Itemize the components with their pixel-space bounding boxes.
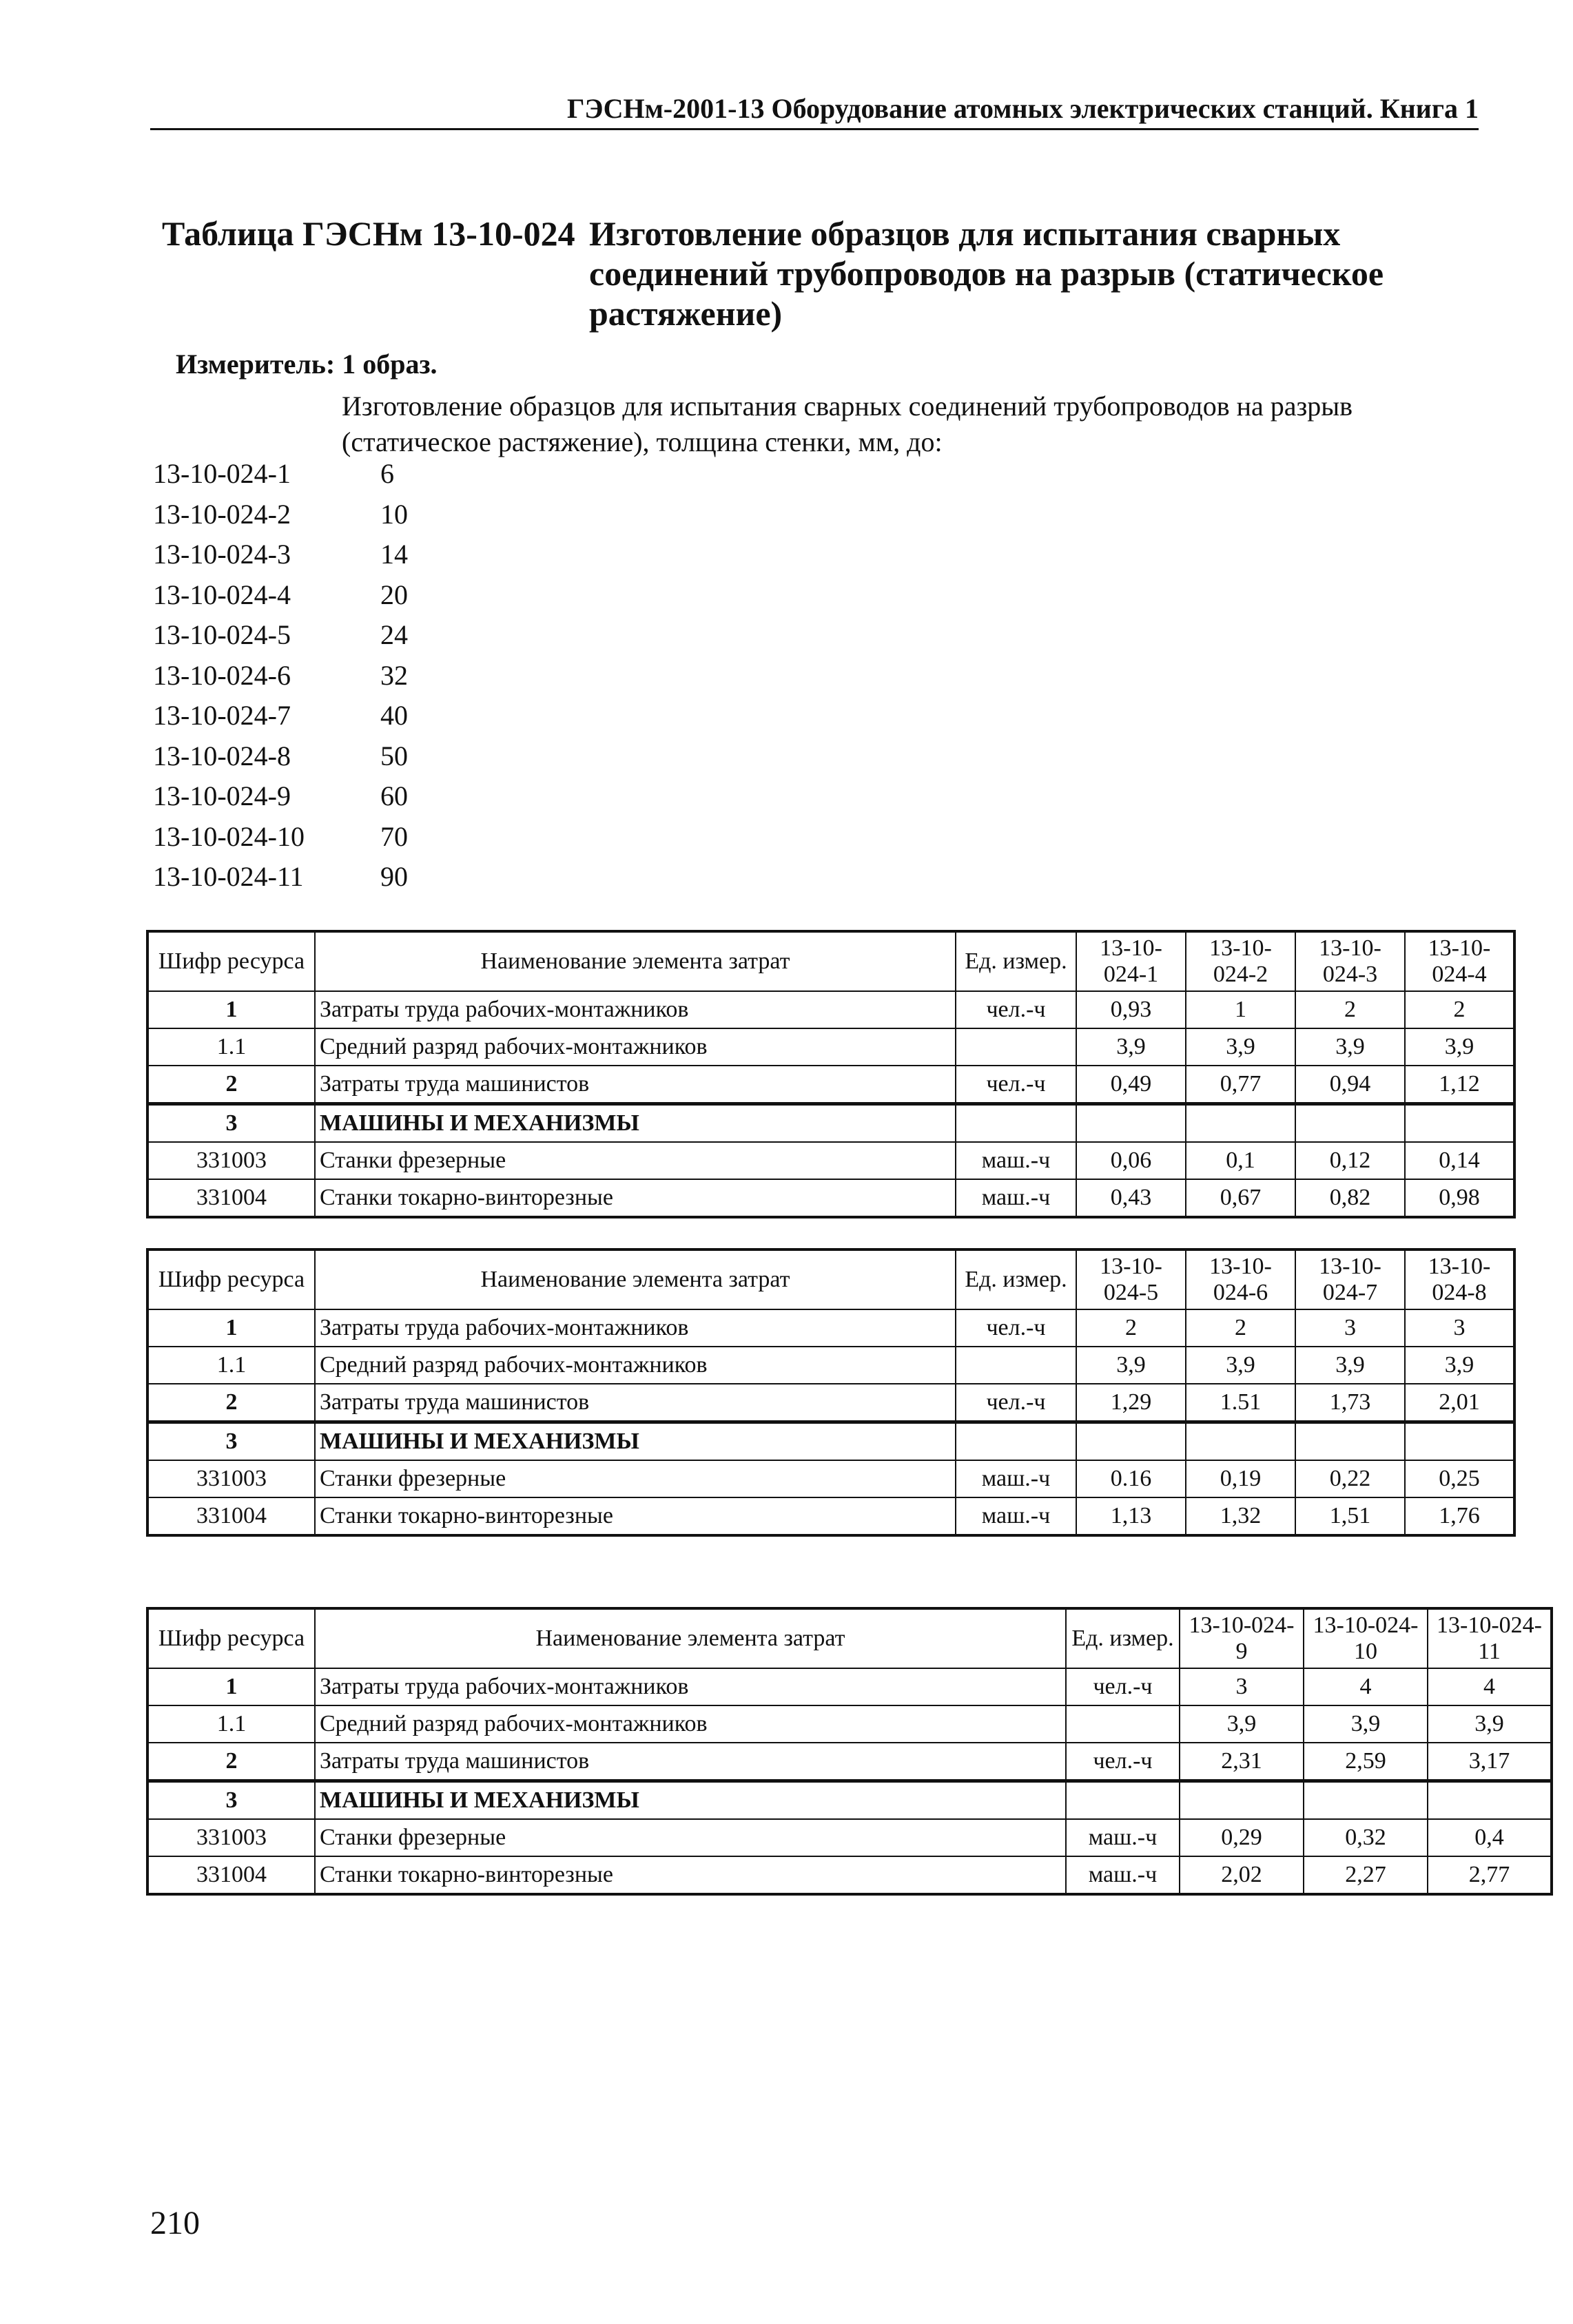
row-code: 3 [147, 1104, 315, 1143]
row-value [1428, 1781, 1552, 1820]
row-value: 3,17 [1428, 1743, 1552, 1781]
row-name: МАШИНЫ И МЕХАНИЗМЫ [315, 1781, 1066, 1820]
resource-table-2 [146, 1248, 1516, 1537]
row-value: 3,9 [1186, 1347, 1295, 1384]
code-thickness: 14 [380, 539, 408, 570]
row-code: 1 [147, 1668, 315, 1705]
header-column-code: 13-10-024-3 [1295, 931, 1405, 991]
row-code: 331003 [147, 1142, 315, 1179]
page-number: 210 [150, 2205, 200, 2241]
row-value: 0,77 [1186, 1066, 1295, 1104]
table-row [147, 1066, 1514, 1104]
row-value: 0,1 [1186, 1142, 1295, 1179]
row-code: 1 [147, 991, 315, 1028]
row-unit: чел.-ч [956, 991, 1076, 1028]
row-value: 0,67 [1186, 1179, 1295, 1217]
code-id: 13-10-024-11 [153, 861, 304, 892]
row-code: 2 [147, 1743, 315, 1781]
table-row [147, 1781, 1552, 1820]
row-value: 2,31 [1180, 1743, 1304, 1781]
code-thickness: 20 [380, 579, 408, 610]
row-name: Станки токарно-винторезные [315, 1179, 956, 1217]
row-name: Средний разряд рабочих-монтажников [315, 1347, 956, 1384]
header-column-code: 13-10-024-4 [1405, 931, 1514, 991]
row-value [1295, 1422, 1405, 1461]
header-code: Шифр ресурса [147, 1608, 315, 1668]
code-id: 13-10-024-9 [153, 780, 291, 811]
header-column-code: 13-10-024-5 [1076, 1249, 1186, 1309]
row-code: 331003 [147, 1819, 315, 1856]
row-code: 3 [147, 1422, 315, 1461]
table-row [147, 1460, 1514, 1497]
row-value: 1,13 [1076, 1497, 1186, 1535]
table-row [147, 1179, 1514, 1217]
header-unit: Ед. измер. [956, 931, 1076, 991]
row-value [1186, 1422, 1295, 1461]
row-value: 3,9 [1076, 1347, 1186, 1384]
row-value: 0,14 [1405, 1142, 1514, 1179]
table-row [147, 1028, 1514, 1066]
row-code: 2 [147, 1384, 315, 1422]
table-row [147, 1309, 1514, 1347]
row-unit [1066, 1781, 1180, 1820]
row-value: 2 [1405, 991, 1514, 1028]
code-thickness: 24 [380, 619, 408, 650]
row-value: 0,19 [1186, 1460, 1295, 1497]
code-id: 13-10-024-8 [153, 740, 291, 771]
row-code: 1.1 [147, 1705, 315, 1743]
table-title-label: Таблица ГЭСНм 13-10-024 [162, 214, 575, 253]
row-value [1295, 1104, 1405, 1143]
row-value: 0,93 [1076, 991, 1186, 1028]
row-name: Станки токарно-винторезные [315, 1856, 1066, 1894]
row-value: 1 [1186, 991, 1295, 1028]
row-unit [956, 1104, 1076, 1143]
row-code: 331004 [147, 1856, 315, 1894]
row-unit: чел.-ч [1066, 1668, 1180, 1705]
row-unit [956, 1422, 1076, 1461]
row-value: 3 [1180, 1668, 1304, 1705]
row-value: 0,43 [1076, 1179, 1186, 1217]
row-value: 4 [1304, 1668, 1428, 1705]
row-code: 331004 [147, 1497, 315, 1535]
row-unit: маш.-ч [1066, 1819, 1180, 1856]
row-name: Затраты труда машинистов [315, 1384, 956, 1422]
row-value [1180, 1781, 1304, 1820]
row-name: Затраты труда машинистов [315, 1066, 956, 1104]
row-name: Станки токарно-винторезные [315, 1497, 956, 1535]
row-value [1405, 1422, 1514, 1461]
row-unit [956, 1028, 1076, 1066]
header-name: Наименование элемента затрат [315, 931, 956, 991]
table-header-row [147, 1249, 1514, 1309]
row-value: 0,94 [1295, 1066, 1405, 1104]
row-name: Станки фрезерные [315, 1142, 956, 1179]
table-title-text: Изготовление образцов для испытания сварных соединений трубопроводов на разрыв (статическое растяжение) [589, 214, 1384, 333]
header-code: Шифр ресурса [147, 1249, 315, 1309]
row-value: 0,22 [1295, 1460, 1405, 1497]
row-code: 2 [147, 1066, 315, 1104]
row-value: 3,9 [1295, 1028, 1405, 1066]
table-row [147, 1384, 1514, 1422]
row-value: 1,32 [1186, 1497, 1295, 1535]
row-value: 2,59 [1304, 1743, 1428, 1781]
row-value [1076, 1104, 1186, 1143]
header-column-code: 13-10-024-7 [1295, 1249, 1405, 1309]
header-column-code: 13-10-024-10 [1304, 1608, 1428, 1668]
table-row [147, 1819, 1552, 1856]
row-value: 0.16 [1076, 1460, 1186, 1497]
row-value: 4 [1428, 1668, 1552, 1705]
row-unit: чел.-ч [956, 1384, 1076, 1422]
row-value: 1,12 [1405, 1066, 1514, 1104]
table-row [147, 1743, 1552, 1781]
measure-unit: Измеритель: 1 образ. [176, 349, 438, 380]
row-value: 3,9 [1428, 1705, 1552, 1743]
row-value [1076, 1422, 1186, 1461]
row-value: 0,4 [1428, 1819, 1552, 1856]
header-column-code: 13-10-024-1 [1076, 931, 1186, 991]
header-name: Наименование элемента затрат [315, 1608, 1066, 1668]
row-value: 3,9 [1405, 1028, 1514, 1066]
code-thickness: 6 [380, 458, 394, 489]
row-value: 2,27 [1304, 1856, 1428, 1894]
resource-table-3 [146, 1607, 1553, 1896]
table-header-row [147, 1608, 1552, 1668]
code-id: 13-10-024-6 [153, 659, 291, 691]
row-value: 3,9 [1076, 1028, 1186, 1066]
row-unit: чел.-ч [956, 1066, 1076, 1104]
row-name: Средний разряд рабочих-монтажников [315, 1705, 1066, 1743]
row-value: 3,9 [1304, 1705, 1428, 1743]
row-name: Станки фрезерные [315, 1819, 1066, 1856]
code-thickness: 70 [380, 820, 408, 852]
table-row [147, 1668, 1552, 1705]
row-name: Средний разряд рабочих-монтажников [315, 1028, 956, 1066]
row-unit [1066, 1705, 1180, 1743]
code-thickness: 50 [380, 740, 408, 771]
row-value: 1.51 [1186, 1384, 1295, 1422]
row-value: 1,51 [1295, 1497, 1405, 1535]
row-unit: маш.-ч [956, 1460, 1076, 1497]
code-id: 13-10-024-3 [153, 539, 291, 570]
row-code: 1 [147, 1309, 315, 1347]
row-value [1405, 1104, 1514, 1143]
table-header-row [147, 931, 1514, 991]
code-thickness: 10 [380, 498, 408, 530]
row-name: Затраты труда рабочих-монтажников [315, 1309, 956, 1347]
row-code: 3 [147, 1781, 315, 1820]
code-id: 13-10-024-7 [153, 700, 291, 731]
table-row [147, 1422, 1514, 1461]
row-value: 2,01 [1405, 1384, 1514, 1422]
row-value: 3,9 [1295, 1347, 1405, 1384]
row-unit: маш.-ч [956, 1142, 1076, 1179]
row-code: 1.1 [147, 1347, 315, 1384]
row-name: Станки фрезерные [315, 1460, 956, 1497]
row-value: 0,49 [1076, 1066, 1186, 1104]
row-value: 0,25 [1405, 1460, 1514, 1497]
code-thickness: 60 [380, 780, 408, 811]
row-name: Затраты труда рабочих-монтажников [315, 991, 956, 1028]
row-code: 331003 [147, 1460, 315, 1497]
row-value: 1,73 [1295, 1384, 1405, 1422]
table-row [147, 1347, 1514, 1384]
table-row [147, 1497, 1514, 1535]
header-unit: Ед. измер. [1066, 1608, 1180, 1668]
row-value: 1,76 [1405, 1497, 1514, 1535]
row-value: 3 [1295, 1309, 1405, 1347]
row-unit: маш.-ч [956, 1497, 1076, 1535]
row-value: 0,82 [1295, 1179, 1405, 1217]
row-code: 331004 [147, 1179, 315, 1217]
header-column-code: 13-10-024-2 [1186, 931, 1295, 991]
row-value: 2 [1295, 991, 1405, 1028]
row-value: 1,29 [1076, 1384, 1186, 1422]
row-unit: маш.-ч [1066, 1856, 1180, 1894]
row-value: 3,9 [1405, 1347, 1514, 1384]
row-value: 2 [1186, 1309, 1295, 1347]
row-value: 0,32 [1304, 1819, 1428, 1856]
row-value: 0,29 [1180, 1819, 1304, 1856]
header-code: Шифр ресурса [147, 931, 315, 991]
header-unit: Ед. измер. [956, 1249, 1076, 1309]
header-column-code: 13-10-024-11 [1428, 1608, 1552, 1668]
row-value: 3 [1405, 1309, 1514, 1347]
code-id: 13-10-024-1 [153, 458, 291, 489]
row-unit [956, 1347, 1076, 1384]
row-value: 2,77 [1428, 1856, 1552, 1894]
row-code: 1.1 [147, 1028, 315, 1066]
header-column-code: 13-10-024-9 [1180, 1608, 1304, 1668]
row-name: МАШИНЫ И МЕХАНИЗМЫ [315, 1104, 956, 1143]
table-row [147, 1104, 1514, 1143]
table-row [147, 1142, 1514, 1179]
header-name: Наименование элемента затрат [315, 1249, 956, 1309]
row-name: Затраты труда машинистов [315, 1743, 1066, 1781]
code-thickness: 32 [380, 659, 408, 691]
row-unit: чел.-ч [1066, 1743, 1180, 1781]
resource-table-1 [146, 930, 1516, 1218]
row-value: 0,06 [1076, 1142, 1186, 1179]
code-thickness: 90 [380, 861, 408, 892]
code-id: 13-10-024-2 [153, 498, 291, 530]
code-id: 13-10-024-4 [153, 579, 291, 610]
row-value [1304, 1781, 1428, 1820]
row-unit: маш.-ч [956, 1179, 1076, 1217]
code-id: 13-10-024-10 [153, 820, 305, 852]
row-value [1186, 1104, 1295, 1143]
row-value: 0,98 [1405, 1179, 1514, 1217]
code-thickness: 40 [380, 700, 408, 731]
header-column-code: 13-10-024-6 [1186, 1249, 1295, 1309]
row-value: 3,9 [1186, 1028, 1295, 1066]
row-name: Затраты труда рабочих-монтажников [315, 1668, 1066, 1705]
page-header: ГЭСНм-2001-13 Оборудование атомных электрических станций. Книга 1 [150, 91, 1479, 130]
row-value: 2,02 [1180, 1856, 1304, 1894]
row-value: 2 [1076, 1309, 1186, 1347]
row-unit: чел.-ч [956, 1309, 1076, 1347]
row-value: 0,12 [1295, 1142, 1405, 1179]
header-column-code: 13-10-024-8 [1405, 1249, 1514, 1309]
work-description: Изготовление образцов для испытания сварных соединений трубопроводов на разрыв (статическое растяжение), толщина стенки, мм, до: [342, 391, 1353, 457]
table-row [147, 991, 1514, 1028]
code-id: 13-10-024-5 [153, 619, 291, 650]
table-row [147, 1705, 1552, 1743]
row-value: 3,9 [1180, 1705, 1304, 1743]
table-row [147, 1856, 1552, 1894]
row-name: МАШИНЫ И МЕХАНИЗМЫ [315, 1422, 956, 1461]
